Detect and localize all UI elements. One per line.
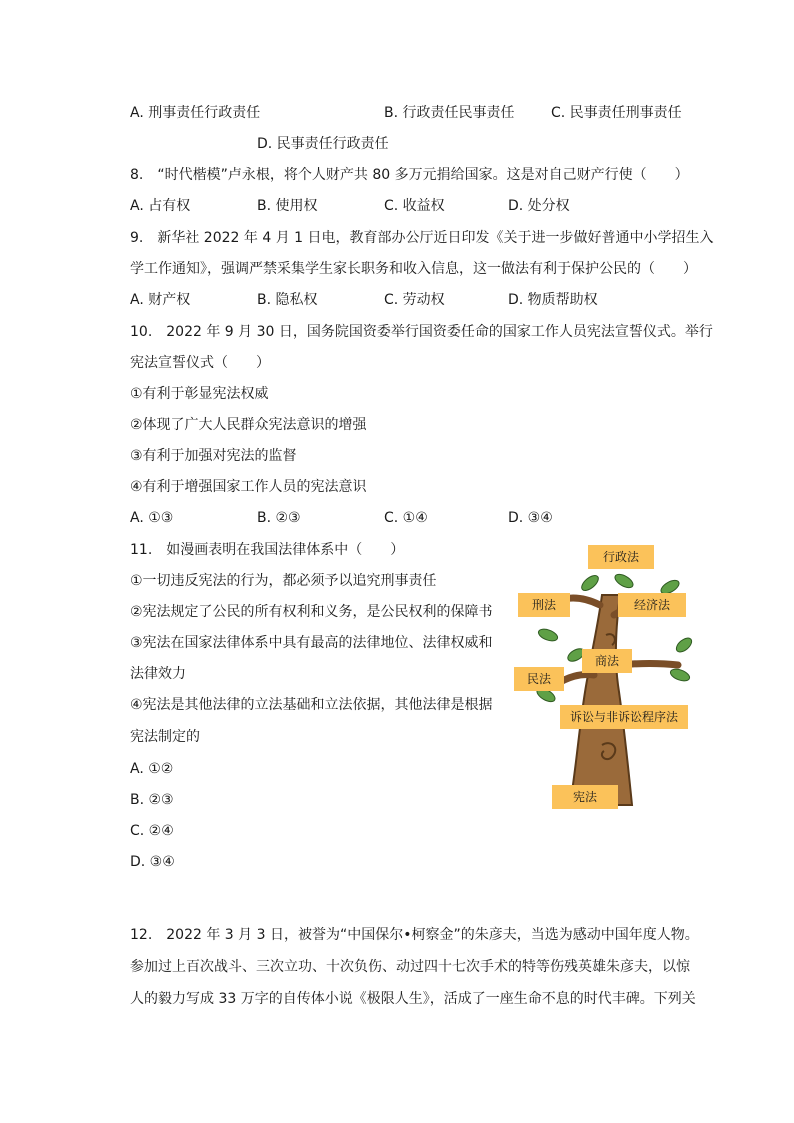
q12-line-3: 人的毅力写成 33 万字的自传体小说《极限人生》，活成了一座生命不息的时代丰碑。下列关: [130, 991, 696, 1007]
q10-statement-2: ②体现了广大人民群众宪法意识的增强: [130, 417, 367, 433]
q12-line-1: 12. 2022 年 3 月 3 日，被誉为“中国保尔•柯察金”的朱彦夫，当选为感动中国年度人物。: [130, 927, 699, 943]
q11-statement-3-line-1: ③宪法在国家法律体系中具有最高的法律地位、法律权威和: [130, 635, 493, 651]
tree-tag-constitution: 宪法: [552, 785, 618, 809]
q7-option-a: A. 刑事责任行政责任: [130, 105, 261, 121]
q11-statement-1: ①一切违反宪法的行为，都必须予以追究刑事责任: [130, 573, 437, 589]
q7-option-d: D. 民事责任行政责任: [257, 136, 389, 152]
q9-stem-line-1: 9. 新华社 2022 年 4 月 1 日电，教育部办公厅近日印发《关于进一步做好普通中小学招生入: [130, 230, 714, 246]
q11-option-c: C. ②④: [130, 823, 174, 839]
q7-option-c: C. 民事责任刑事责任: [551, 105, 682, 121]
tree-tag-civil-law: 民法: [514, 667, 564, 691]
tree-tag-procedure-law: 诉讼与非诉讼程序法: [560, 705, 688, 729]
law-system-tree-illustration: [510, 545, 700, 815]
leaf: [537, 627, 559, 643]
q11-statement-4-line-1: ④宪法是其他法律的立法基础和立法依据，其他法律是根据: [130, 697, 493, 713]
q10-option-d: D. ③④: [508, 510, 553, 526]
q7-option-b: B. 行政责任民事责任: [384, 105, 515, 121]
leaf: [674, 635, 694, 654]
q10-stem-line-2: 宪法宣誓仪式（ ）: [130, 355, 270, 371]
q9-option-a: A. 财产权: [130, 292, 191, 308]
leaf: [669, 667, 691, 683]
q11-option-d: D. ③④: [130, 854, 175, 870]
q11-statement-2: ②宪法规定了公民的所有权利和义务，是公民权利的保障书: [130, 604, 493, 620]
tree-tag-economic-law: 经济法: [618, 593, 686, 617]
q10-statement-1: ①有利于彰显宪法权威: [130, 386, 269, 402]
q8-option-a: A. 占有权: [130, 198, 191, 214]
tree-tag-administrative-law: 行政法: [588, 545, 654, 569]
q8-option-b: B. 使用权: [257, 198, 318, 214]
tree-tag-commercial-law: 商法: [582, 649, 632, 673]
q9-option-c: C. 劳动权: [384, 292, 445, 308]
q10-option-b: B. ②③: [257, 510, 301, 526]
q11-stem: 11. 如漫画表明在我国法律体系中（ ）: [130, 542, 405, 558]
leaf: [579, 573, 601, 594]
q9-option-b: B. 隐私权: [257, 292, 318, 308]
q10-statement-4: ④有利于增强国家工作人员的宪法意识: [130, 479, 367, 495]
q9-option-d: D. 物质帮助权: [508, 292, 598, 308]
q8-stem: 8. “时代楷模”卢永根，将个人财产共 80 多万元捐给国家。这是对自己财产行使（ ）: [130, 167, 689, 183]
q11-option-b: B. ②③: [130, 792, 174, 808]
q10-stem-line-1: 10. 2022 年 9 月 30 日，国务院国资委举行国资委任命的国家工作人员宪法宣誓仪式。举行: [130, 324, 713, 340]
q10-option-a: A. ①③: [130, 510, 174, 526]
q11-option-a: A. ①②: [130, 761, 174, 777]
q11-statement-4-line-2: 宪法制定的: [130, 729, 200, 745]
tree-tag-criminal-law: 刑法: [518, 593, 570, 617]
tree-trunk: [570, 595, 632, 805]
leaf: [613, 572, 635, 591]
q8-option-d: D. 处分权: [508, 198, 570, 214]
q12-line-2: 参加过上百次战斗、三次立功、十次负伤、动过四十七次手术的特等伤残英雄朱彦夫，以惊: [130, 959, 690, 975]
q11-statement-3-line-2: 法律效力: [130, 666, 186, 682]
q10-statement-3: ③有利于加强对宪法的监督: [130, 448, 297, 464]
q9-stem-line-2: 学工作通知》，强调严禁采集学生家长职务和收入信息，这一做法有利于保护公民的（ ）: [130, 261, 697, 277]
q10-option-c: C. ①④: [384, 510, 428, 526]
q8-option-c: C. 收益权: [384, 198, 445, 214]
